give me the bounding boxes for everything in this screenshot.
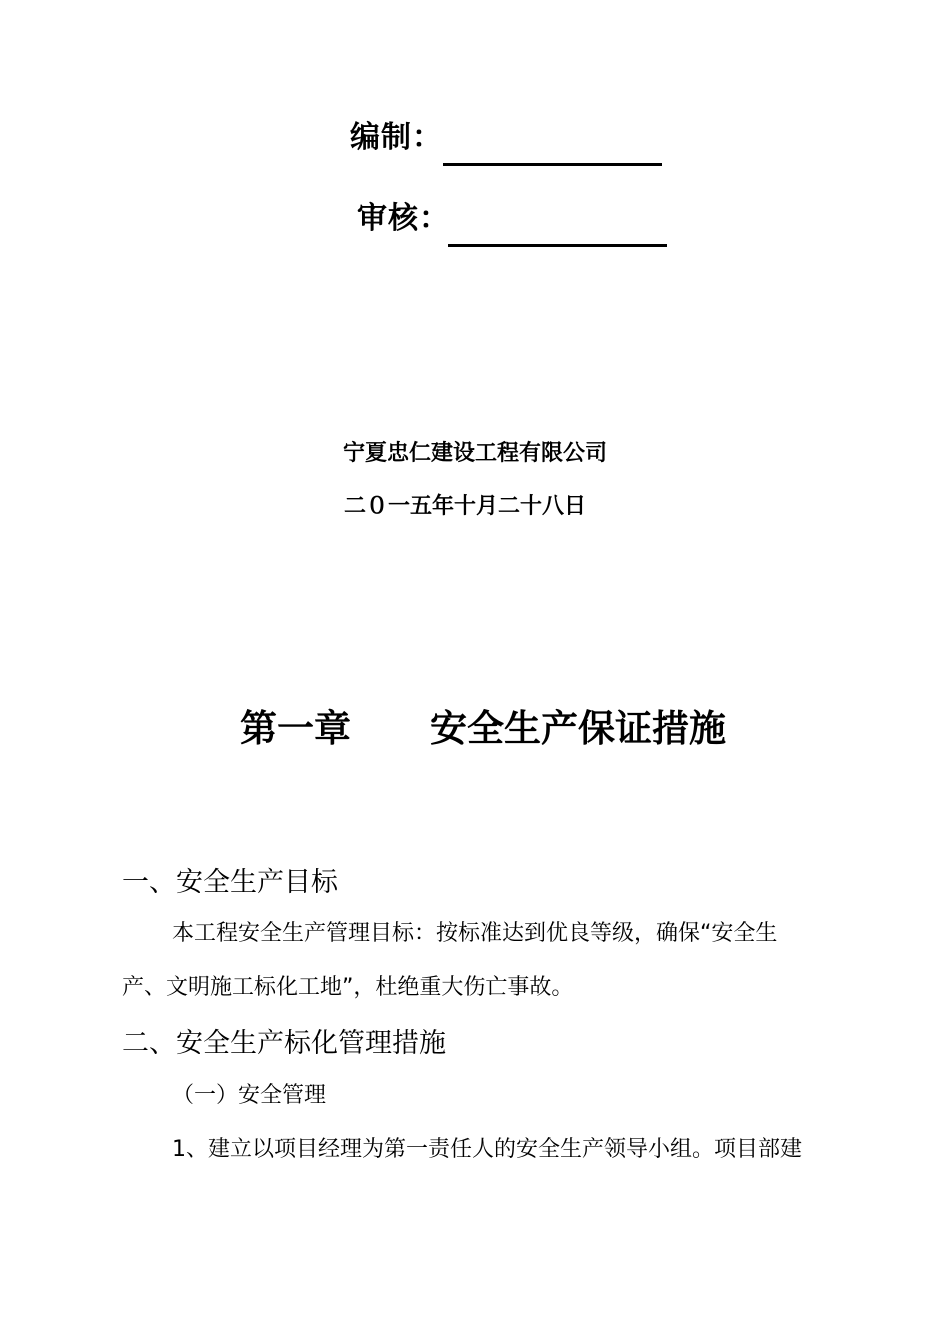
section-heading-safety-goal: 一、安全生产目标 <box>122 867 338 898</box>
company-name: 宁夏忠仁建设工程有限公司 <box>342 441 607 466</box>
safety-goal-paragraph-line-1: 本工程安全生产管理目标：按标准达到优良等级，确保“安全生 <box>172 921 778 946</box>
reviewed-by-signature-line <box>448 244 667 247</box>
section-heading-standardized-management: 二、安全生产标化管理措施 <box>122 1028 446 1059</box>
chapter-title: 安全生产保证措施 <box>430 707 726 750</box>
chapter-number: 第一章 <box>240 707 351 750</box>
compiled-by-label: 编制： <box>350 120 443 155</box>
compiled-by-signature-line <box>443 163 662 166</box>
list-item-1: 1、建立以项目经理为第一责任人的安全生产领导小组。项目部建 <box>172 1137 802 1162</box>
safety-goal-paragraph-line-2: 产、文明施工标化工地”，杜绝重大伤亡事故。 <box>122 975 574 1000</box>
subheading-safety-management: （一）安全管理 <box>172 1083 327 1108</box>
document-date: 二０一五年十月二十八日 <box>343 494 586 519</box>
reviewed-by-label: 审核： <box>357 201 450 236</box>
